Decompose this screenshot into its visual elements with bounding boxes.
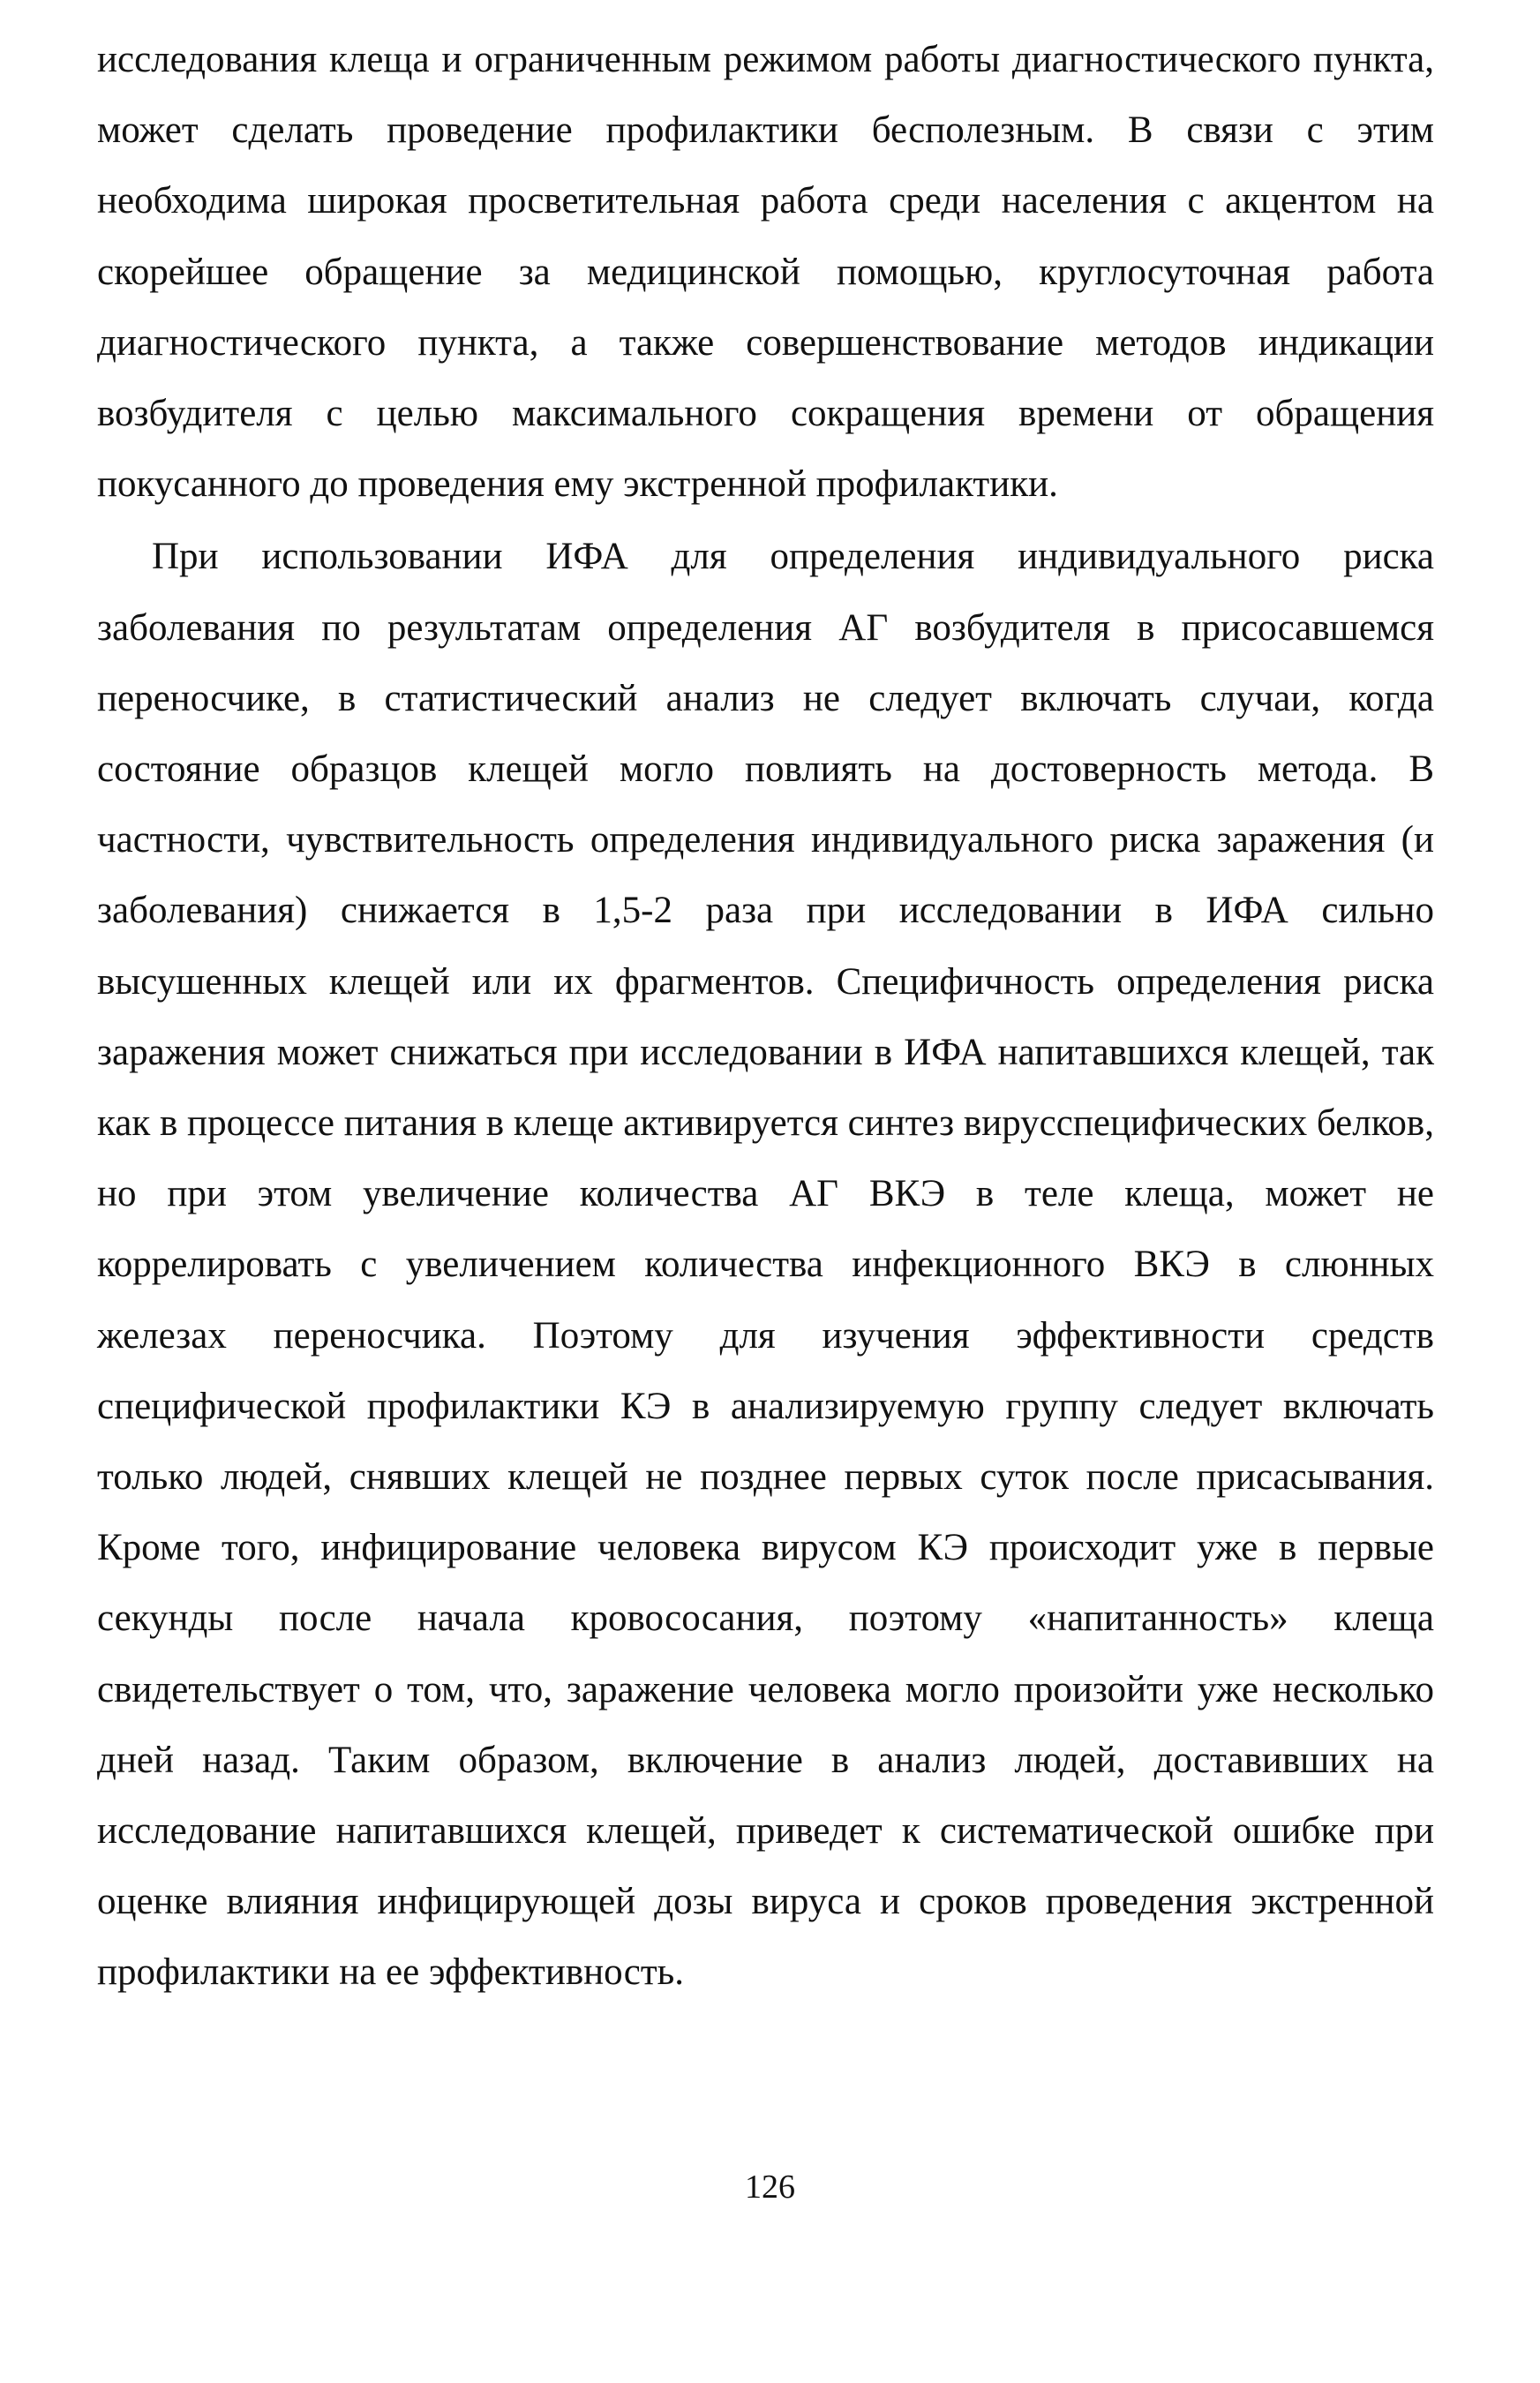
paragraph-2: При использовании ИФА для определения индивидуального риска заболевания по результатам определения АГ возбудителя в присосавшемся переносчике, в статистический анализ не следует включать случаи, когда состояние образцов клещей могло повлиять на достоверность метода. В частности, чувствительность определения индивидуального риска заражения (и заболевания) снижается в 1,5-2 раза при исследовании в ИФА сильно высушенных клещей или их фрагментов. Специфичность определения риска заражения может снижаться при исследовании в ИФА напитавшихся клещей, так как в процессе питания в клеще активируется синтез вирусспецифических белков, но при этом увеличение количества АГ ВКЭ в теле клеща, может не коррелировать с увеличением количества инфекционного ВКЭ в слюнных железах переносчика. Поэтому для изучения эффективности средств специфической профилактики КЭ в анализируемую группу следует включать только людей, снявших клещей не позднее первых суток после присасывания. Кроме того, инфицирование человека вирусом КЭ происходит уже в первые секунды после начала кровососания, поэтому «напитанность» клеща свидетельствует о том, что, заражение человека могло произойти уже несколько дней назад. Таким образом, включение в анализ людей, доставивших на исследование напитавшихся клещей, приведет к систематической ошибке при оценке влияния инфицирующей дозы вируса и сроков проведения экстренной профилактики на ее эффективность. [97,536,1434,1994]
page-number: 126 [745,2169,795,2206]
body-text [97,25,1434,2009]
paragraph-1: исследования клеща и ограниченным режимом работы диагностического пункта, может сделать проведение профилактики бесполезным. В связи с этим необходима широкая просветительная работа среди населения с акцентом на скорейшее обращение за медицинской помощью, круглосуточная работа диагностического пункта, а также совершенствование методов индикации возбудителя с целью максимального сокращения времени от обращения покусанного до проведения ему экстренной профилактики. [97,39,1434,506]
